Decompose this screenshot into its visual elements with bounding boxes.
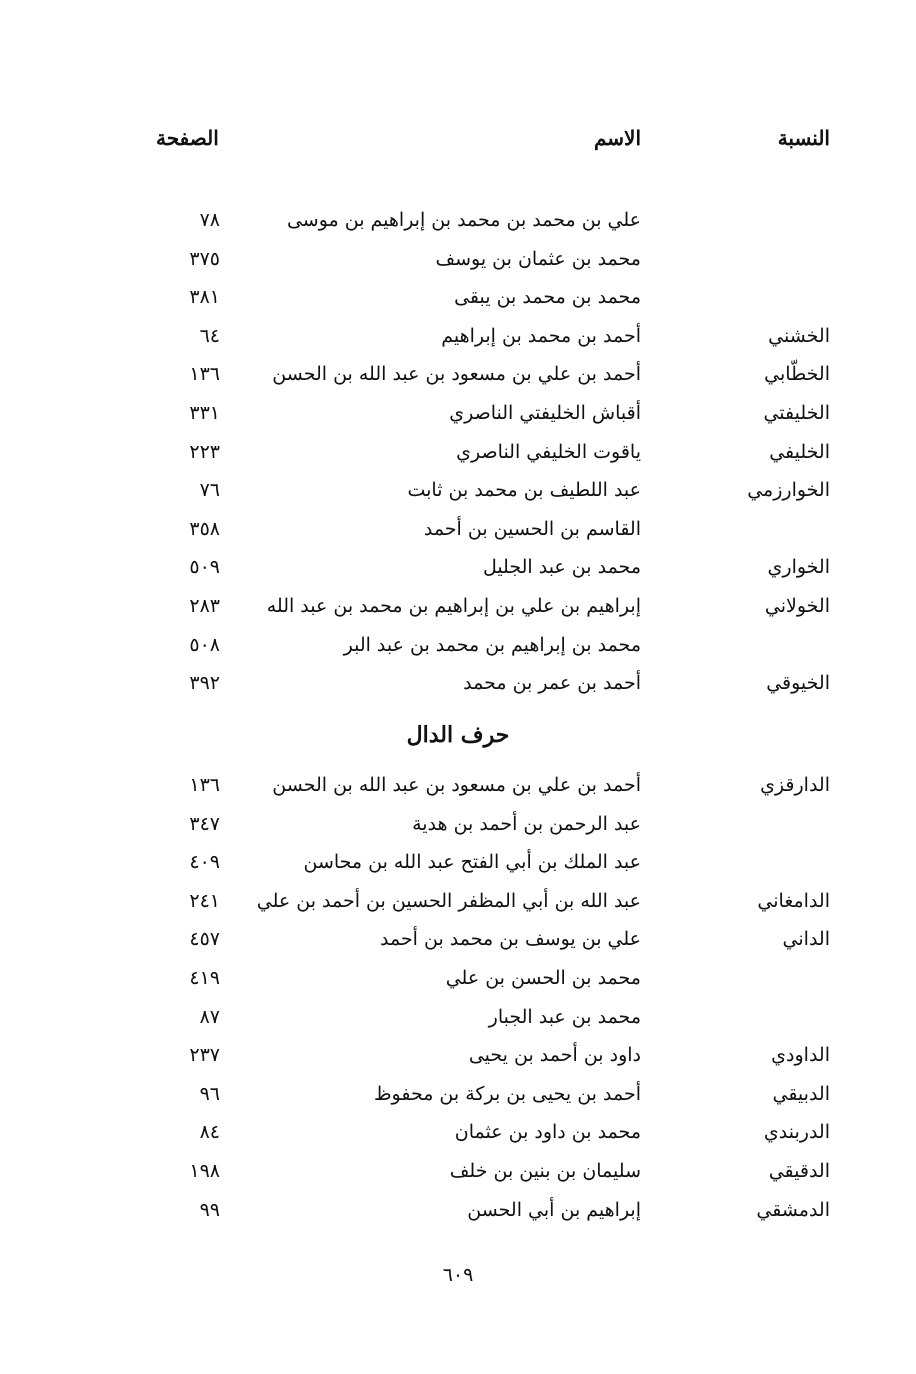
row-nisba: الدامغاني	[757, 889, 830, 912]
row-name: أحمد بن محمد بن إبراهيم	[441, 324, 641, 347]
row-name: علي بن محمد بن محمد بن إبراهيم بن موسى	[286, 209, 641, 231]
row-page: ٨٧	[199, 1005, 220, 1028]
row-nisba: الدمشقي	[756, 1198, 830, 1221]
header-name: الاسم	[593, 126, 641, 150]
index-row	[0, 963, 916, 1002]
index-row	[0, 1079, 916, 1118]
index-row	[0, 475, 916, 514]
row-page: ٧٦	[199, 479, 220, 502]
row-name: أحمد بن علي بن مسعود بن عبد الله بن الحسن	[272, 774, 641, 796]
index-row	[0, 1040, 916, 1079]
row-name: أحمد بن عمر بن محمد	[463, 672, 641, 695]
row-name: أقباش الخليفتي الناصري	[449, 401, 641, 424]
row-nisba: الخليفي	[769, 440, 830, 463]
row-page: ٢٨٣	[189, 594, 220, 617]
row-name: إبراهيم بن أبي الحسن	[467, 1198, 641, 1221]
row-page: ٤٠٩	[189, 851, 220, 874]
index-row	[0, 552, 916, 591]
index-row	[0, 1117, 916, 1156]
row-nisba: الخوارزمي	[747, 479, 830, 502]
index-list-dal	[0, 770, 916, 1233]
row-nisba: الدقيقي	[768, 1159, 830, 1182]
row-name: محمد بن عبد الجليل	[482, 556, 641, 579]
row-page: ١٣٦	[189, 774, 220, 796]
row-page: ٣٨١	[189, 286, 220, 309]
row-page: ٣٧٥	[189, 247, 220, 270]
row-page: ١٩٨	[189, 1159, 220, 1182]
row-name: داود بن أحمد بن يحيى	[468, 1044, 641, 1067]
index-row	[0, 398, 916, 437]
index-row	[0, 205, 916, 244]
index-row	[0, 514, 916, 553]
row-name: محمد بن الحسن بن علي	[445, 966, 641, 989]
row-page: ٣٤٧	[189, 812, 220, 835]
row-page: ٩٦	[199, 1082, 220, 1105]
section-heading: حرف الدال	[406, 722, 510, 748]
row-page: ٥٠٨	[189, 633, 220, 656]
index-row	[0, 630, 916, 669]
row-name: أحمد بن علي بن مسعود بن عبد الله بن الحسن	[272, 363, 641, 386]
row-page: ١٣٦	[189, 363, 220, 386]
index-row	[0, 1195, 916, 1234]
row-page: ٣٣١	[189, 401, 220, 424]
row-page: ٦٤	[199, 324, 220, 347]
row-name: محمد بن عبد الجبار	[488, 1005, 641, 1028]
index-row	[0, 437, 916, 476]
row-nisba: الخيوقي	[766, 672, 830, 695]
row-name: عبد الله بن أبي المظفر الحسين بن أحمد بن علي	[256, 889, 641, 912]
row-page: ٢٤١	[189, 889, 220, 912]
row-nisba: الداودي	[771, 1044, 830, 1067]
index-list-kha	[0, 205, 916, 707]
row-name: القاسم بن الحسين بن أحمد	[423, 517, 641, 540]
page-number: ٦٠٩	[442, 1264, 474, 1286]
index-row	[0, 244, 916, 283]
row-name: محمد بن إبراهيم بن محمد بن عبد البر	[343, 633, 641, 656]
row-name: محمد بن محمد بن يبقى	[454, 286, 641, 309]
index-row	[0, 1156, 916, 1195]
row-page: ٥٠٩	[189, 556, 220, 579]
header-page: الصفحة	[156, 126, 219, 150]
index-row	[0, 321, 916, 360]
row-nisba: الدربندي	[763, 1121, 830, 1144]
row-name: أحمد بن يحيى بن بركة بن محفوظ	[373, 1082, 641, 1105]
row-nisba: الدارقزي	[760, 774, 830, 796]
row-name: عبد اللطيف بن محمد بن ثابت	[407, 479, 641, 502]
index-row	[0, 1002, 916, 1041]
row-name: محمد بن عثمان بن يوسف	[435, 247, 641, 270]
row-nisba: الخليفتي	[763, 401, 830, 424]
row-name: عبد الملك بن أبي الفتح عبد الله بن محاسن	[303, 851, 641, 874]
row-name: إبراهيم بن علي بن إبراهيم بن محمد بن عبد الله	[266, 594, 641, 617]
row-nisba: الخطّابي	[764, 363, 830, 386]
index-row	[0, 809, 916, 848]
index-row	[0, 359, 916, 398]
row-page: ٣٩٢	[189, 672, 220, 695]
index-row	[0, 924, 916, 963]
row-nisba: الخواري	[767, 556, 830, 579]
row-name: محمد بن داود بن عثمان	[454, 1121, 641, 1144]
row-name: علي بن يوسف بن محمد بن أحمد	[379, 928, 641, 951]
index-row	[0, 847, 916, 886]
row-nisba: الداني	[782, 928, 830, 951]
row-nisba: الدبيقي	[772, 1082, 830, 1105]
row-nisba: الخولاني	[764, 594, 830, 617]
index-row	[0, 886, 916, 925]
row-name: سليمان بن بنين بن خلف	[449, 1159, 641, 1182]
row-nisba: الخشني	[768, 324, 830, 347]
row-page: ٢٣٧	[189, 1044, 220, 1067]
row-page: ٢٢٣	[189, 440, 220, 463]
row-page: ٣٥٨	[189, 517, 220, 540]
header-nisba: النسبة	[777, 126, 830, 150]
index-row	[0, 282, 916, 321]
index-row	[0, 591, 916, 630]
row-page: ٨٤	[199, 1121, 220, 1144]
row-page: ٤٥٧	[189, 928, 220, 951]
row-page: ٩٩	[199, 1198, 220, 1221]
row-page: ٤١٩	[189, 966, 220, 989]
index-row	[0, 668, 916, 707]
row-name: عبد الرحمن بن أحمد بن هدية	[412, 812, 641, 835]
row-page: ٧٨	[199, 209, 220, 231]
index-row	[0, 770, 916, 809]
row-name: ياقوت الخليفي الناصري	[456, 440, 641, 463]
